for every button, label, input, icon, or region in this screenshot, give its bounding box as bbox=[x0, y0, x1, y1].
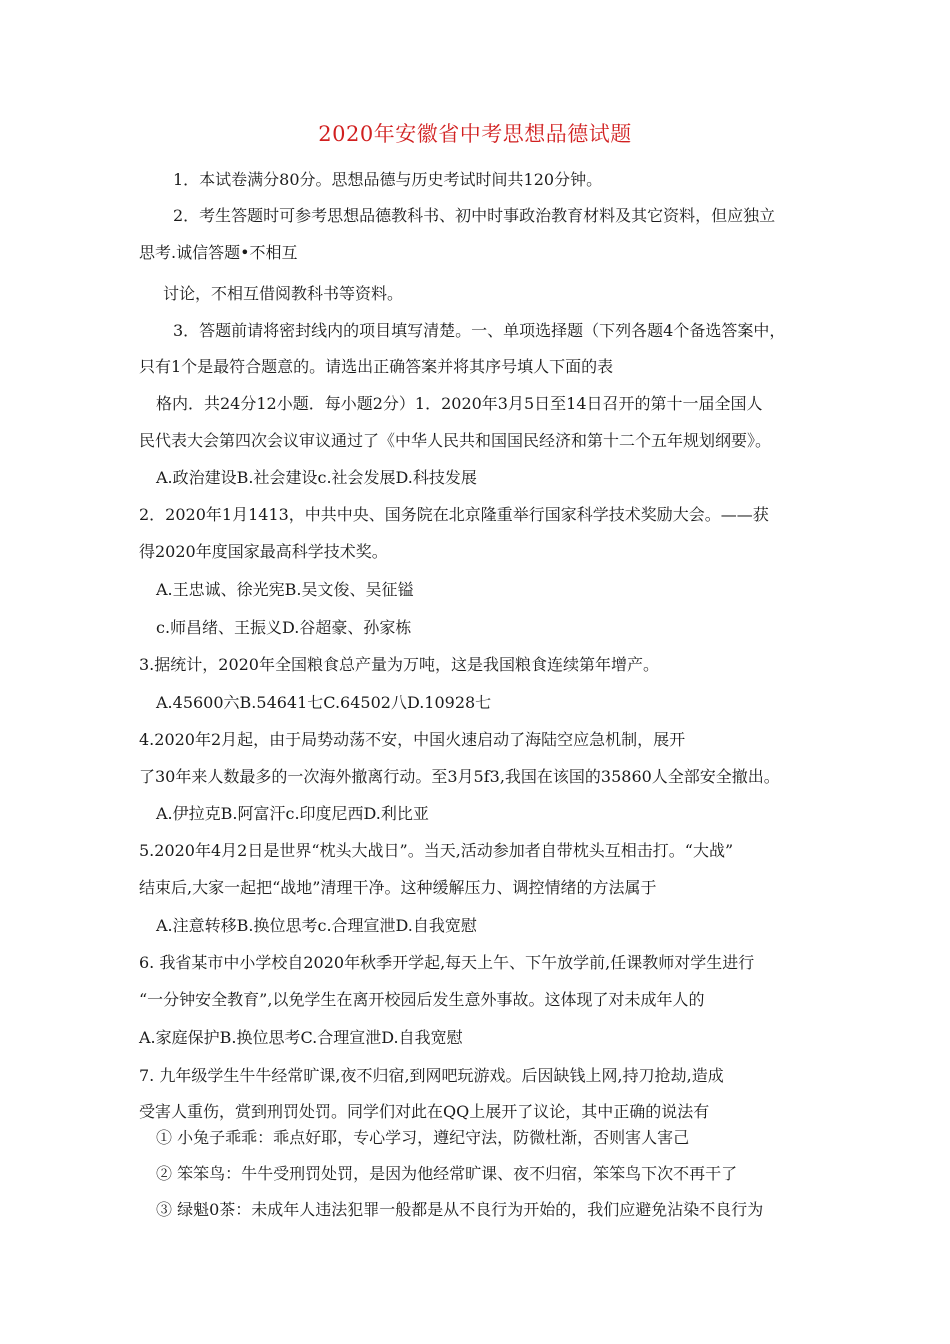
text-line: 讨论，不相互借阅教科书等资料。 bbox=[163, 284, 404, 303]
text-line: 3.据统计，2020年全国粮食总产量为万吨，这是我国粮食连续第年增产。 bbox=[139, 655, 659, 674]
text-line: A.伊拉克B.阿富汗c.印度尼西D.利比亚 bbox=[156, 804, 429, 823]
text-line: 受害人重伤，赏到刑罚处罚。同学们对此在QQ上展开了议论，其中正确的说法有 bbox=[139, 1102, 710, 1121]
text-line: 只有1个是最符合题意的。请选出正确答案并将其序号填人下面的表 bbox=[139, 357, 614, 376]
text-line: 1．本试卷满分80分。思想品德与历史考试时间共120分钟。 bbox=[173, 170, 603, 189]
text-line: ① 小兔子乖乖：乖点好耶，专心学习，遵纪守法，防微杜渐，否则害人害己 bbox=[156, 1128, 690, 1147]
text-line: 2．考生答题时可参考思想品德教科书、初中时事政治教育材料及其它资料，但应独立 bbox=[173, 206, 776, 225]
page-title: 2020年安徽省中考思想品德试题 bbox=[318, 122, 632, 146]
text-line: A.家庭保护B.换位思考C.合理宣泄D.自我宽慰 bbox=[139, 1028, 463, 1047]
text-line: 3．答题前请将密封线内的项目填写清楚。一、单项选择题（下列各题4个备选答案中， bbox=[173, 321, 786, 340]
text-line: ② 笨笨鸟：牛牛受刑罚处罚，是因为他经常旷课、夜不归宿，笨笨鸟下次不再干了 bbox=[156, 1164, 738, 1183]
text-line: 4.2020年2月起，由于局势动荡不安，中国火速启动了海陆空应急机制，展开 bbox=[139, 730, 686, 749]
text-line: 6. 我省某市中小学校自2020年秋季开学起,每天上午、下午放学前,任课教师对学生进行 bbox=[139, 953, 755, 972]
text-line: “一分钟安全教育”,以免学生在离开校园后发生意外事故。这体现了对未成年人的 bbox=[139, 990, 705, 1009]
text-line: 2．2020年1月1413，中共中央、国务院在北京隆重举行国家科学技术奖励大会。——获 bbox=[139, 505, 769, 524]
text-line: 了30年来人数最多的一次海外撤离行动。至3月5f3,我国在该国的35860人全部安全撤出。 bbox=[139, 767, 780, 786]
text-line: ③ 绿魁0茶：未成年人违法犯罪一般都是从不良行为开始的，我们应避免沾染不良行为 bbox=[156, 1200, 764, 1219]
text-line: 5.2020年4月2日是世界“枕头大战日”。当天,活动参加者自带枕头互相击打。“大战” bbox=[139, 841, 734, 860]
text-line: A.政治建设B.社会建设c.社会发展D.科技发展 bbox=[156, 468, 477, 487]
text-line: 民代表大会第四次会议审议通过了《中华人民共和国国民经济和第十二个五年规划纲要》。 bbox=[139, 431, 772, 450]
text-line: A.王忠诚、徐光宪B.吴文俊、吴征镒 bbox=[156, 580, 414, 599]
text-line: 得2020年度国家最高科学技术奖。 bbox=[139, 542, 388, 561]
text-line: 结束后,大家一起把“战地”清理干净。这种缓解压力、调控情绪的方法属于 bbox=[139, 878, 657, 897]
text-line: 思考.诚信答题•不相互 bbox=[139, 243, 298, 262]
text-line: 格内．共24分12小题．每小题2分）1．2020年3月5日至14日召开的第十一届全国人 bbox=[156, 394, 763, 413]
text-line: A.45600六B.54641七C.64502八D.10928七 bbox=[156, 693, 492, 712]
text-line: 7. 九年级学生牛牛经常旷课,夜不归宿,到网吧玩游戏。后因缺钱上网,持刀抢劫,造成 bbox=[139, 1066, 724, 1085]
text-line: c.师昌绪、王振义D.谷超豪、孙家栋 bbox=[156, 618, 412, 637]
text-line: A.注意转移B.换位思考c.合理宣泄D.自我宽慰 bbox=[156, 916, 477, 935]
